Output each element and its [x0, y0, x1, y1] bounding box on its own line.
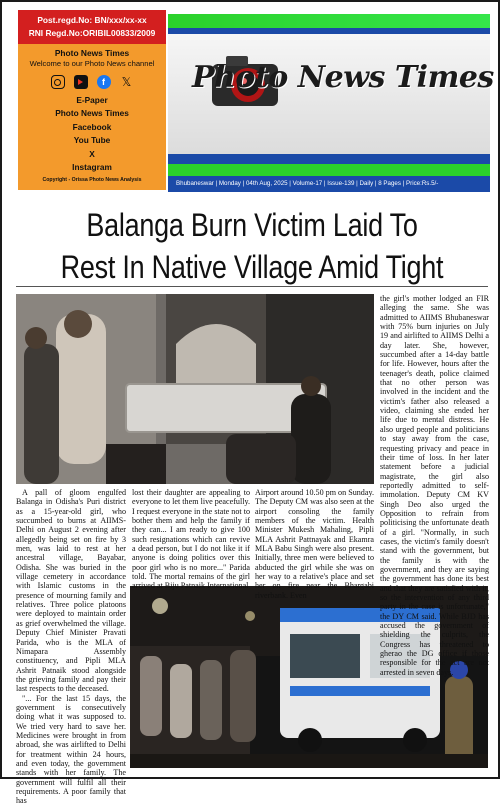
- article-column-3: [255, 488, 374, 600]
- social-icons: [18, 75, 166, 91]
- x-icon[interactable]: 𝕏: [121, 75, 132, 89]
- headline: Balanga Burn Victim Laid To Rest In Native Village Amid Tight: [60, 207, 444, 285]
- headline-rule: [16, 286, 488, 287]
- postal-reg-number: Post.regd.No: BN/xxx/xx-xx: [37, 15, 147, 25]
- social-title: Photo News Times: [54, 48, 130, 58]
- masthead-top-stripe: [168, 14, 490, 28]
- article-column-2: [132, 488, 250, 591]
- funeral-photo: [16, 294, 374, 484]
- article-column-4: [380, 294, 489, 677]
- article-para-1: A pall of gloom engulfed Balanga in Odisha's Puri district as a 15-year-old girl, who succumbed to burns at AIIMS-Delhi on August 2 evening after allegedly being set on fire by 3 men, was laid to rest at her ancestral village, Bayabar, Odisha. She was buried in the village cemetery in accordance with Islamic customs in the presence of mourning family and relatives. Three police platoons were deployed to maintain order as grief overwhelmed the village. Deputy Chief Minister Pravati Parida, who is the MLA of Nimapara Assembly constituency, and Pipli MLA Ashrit Patnaik stood alongside the grieving family and pay their last respects to the deceased.: [16, 488, 126, 694]
- channel-epaper[interactable]: E-Paper: [76, 95, 108, 105]
- article-para-2: lost their daughter are appealing to everyone to let them live peacefully. I request everyone in the state not to bother them and help the family if they can... I am ready to give 100 such resignations which can revive a dead person, but I do not like it if anyone is doing politics over this poor girl who is no more..." Parida told. The mortal remains of the girl arrived at Biju Patnaik International: [132, 488, 250, 591]
- article-para-4: the girl's mother lodged an FIR alleging the same. She was admitted to AIIMS Bhubaneswar with 75% burn injuries on July 19 and airlifted to AIIMS Delhi a day later. She, however, succumbed after a 14-day battle for life. However, hours after the teenager's death, police claimed that no other person was involved in the incident and the victim's father also released a video, claiming she ended her life due to mental distress. He also urged people and politicians to stay away from the case, requesting privacy and peace in their time of loss. In her later statement before a judicial magistrate, the girl also reportedly admitted to self-immolation. Deputy CM KV Singh Deo also urged the Opposition to refrain from politicising the unfortunate death of a girl. "Normally, in such cases, the victim's family doesn't stand with the government, but the family is with the government, and they are saying the government has done its best and that they are satisfied with it, so the intervention of any third party in the case is unfortunate," the DY CM said. While BJD has accused the government of shielding the culprits, the Congress has threatened to gherao the DG office if those responsible for the act are not arrested in seven days.: [380, 294, 489, 677]
- dateline-bar: Bhubaneswar | Monday | 04th Aug, 2025 | Volume-17 | Issue-139 | Daily | 8 Pages | Price:Rs.5/-: [168, 176, 490, 192]
- masthead-title: Photo News Times: [192, 60, 494, 95]
- article-para-quote: "... For the last 15 days, the government is consecutively doing what it was supposed to. We tried very hard to save her. Medicines were brought in from abroad, she was airlifted to Delhi for treatment within 24 hours, and even today, the government stands with her family. The government will fulfil all their requirements. A poor family that has: [16, 693, 126, 806]
- postal-registration-box: [18, 10, 166, 44]
- masthead-banner: [168, 14, 494, 176]
- channel-youtube[interactable]: You Tube: [73, 135, 111, 146]
- masthead-bottom-stripe: [168, 164, 490, 176]
- article-para-3: Airport around 10.50 pm on Sunday. The Deputy CM was also seen at the airport consoling the family members of the victim. Health Minister Mukesh Mahaling, Pipli MLA Ashrit Pattnayak and Ekamra MLA Babu Singh were also present. Initially, three men were believed to abducted the girl while she was on her way to a relative's place and set her on fire near the Bhargabi riverbank. Even: [255, 488, 374, 600]
- channel-instagram[interactable]: Instagram: [72, 162, 112, 173]
- channel-list: [18, 94, 166, 174]
- copyright-line: Copyright - Orissa Photo News Analysis: [42, 177, 142, 184]
- facebook-icon[interactable]: f: [97, 75, 111, 89]
- channel-facebook[interactable]: Facebook: [72, 121, 112, 132]
- channel-photo-news-times[interactable]: Photo News Times: [55, 108, 129, 119]
- youtube-icon[interactable]: [74, 75, 88, 89]
- social-channels-box: [18, 44, 166, 190]
- article-column-1: [16, 488, 126, 806]
- instagram-icon[interactable]: [51, 75, 65, 89]
- rni-reg-number: RNI Regd.No:ORIBIL00833/2009: [28, 28, 156, 38]
- masthead-lower-blue: [168, 154, 490, 164]
- social-subtitle: Welcome to our Photo News channel: [29, 59, 155, 68]
- channel-x[interactable]: X: [89, 148, 95, 159]
